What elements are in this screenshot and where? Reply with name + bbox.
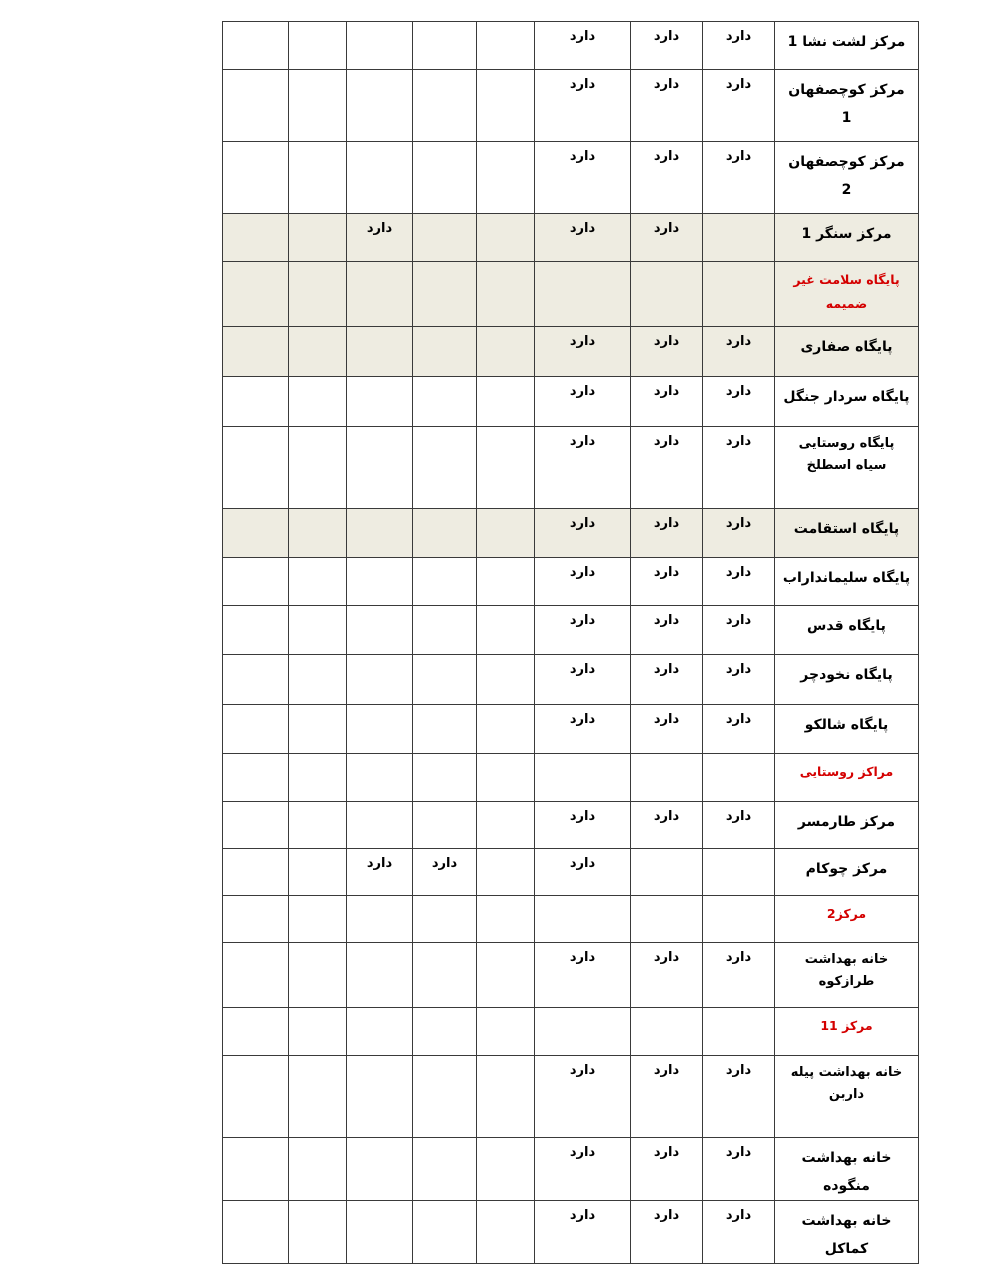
value-cell [289, 849, 347, 896]
value-cell [413, 262, 477, 327]
value-cell [289, 509, 347, 558]
value-cell [477, 70, 535, 142]
value-cell [703, 214, 775, 262]
facility-name: خانه بهداشت کماکل [775, 1201, 919, 1264]
value-cell [289, 142, 347, 214]
value-cell: دارد [703, 509, 775, 558]
value-cell: دارد [347, 214, 413, 262]
value-cell [413, 1138, 477, 1201]
value-cell [289, 896, 347, 943]
value-cell [223, 606, 289, 655]
value-cell: دارد [631, 70, 703, 142]
value-cell: دارد [535, 1056, 631, 1138]
value-cell [223, 1056, 289, 1138]
value-cell [631, 262, 703, 327]
value-cell [535, 896, 631, 943]
value-cell [347, 327, 413, 377]
value-cell: دارد [631, 1056, 703, 1138]
value-cell [477, 558, 535, 606]
value-cell [413, 943, 477, 1008]
value-cell: دارد [631, 802, 703, 849]
value-cell: دارد [703, 802, 775, 849]
value-cell: دارد [535, 1138, 631, 1201]
value-cell [413, 327, 477, 377]
value-cell [477, 754, 535, 802]
value-cell: دارد [703, 655, 775, 705]
value-cell: دارد [535, 427, 631, 509]
value-cell: دارد [631, 22, 703, 70]
table-row [223, 943, 919, 1008]
table-row [223, 1056, 919, 1138]
value-cell [223, 558, 289, 606]
value-cell: دارد [631, 1138, 703, 1201]
value-cell [347, 22, 413, 70]
facility-name: پایگاه نخودچر [775, 655, 919, 705]
table-row [223, 849, 919, 896]
value-cell [347, 896, 413, 943]
value-cell [223, 509, 289, 558]
value-cell: دارد [535, 142, 631, 214]
value-cell [477, 655, 535, 705]
table-row [223, 214, 919, 262]
value-cell [477, 1056, 535, 1138]
value-cell [413, 802, 477, 849]
value-cell: دارد [631, 705, 703, 754]
value-cell [477, 509, 535, 558]
value-cell: دارد [631, 1201, 703, 1264]
value-cell [477, 606, 535, 655]
value-cell [413, 70, 477, 142]
value-cell: دارد [535, 327, 631, 377]
table-row [223, 262, 919, 327]
section-label: پایگاه سلامت غیر ضمیمه [775, 262, 919, 327]
value-cell [477, 427, 535, 509]
value-cell [347, 1138, 413, 1201]
value-cell [289, 262, 347, 327]
table-row [223, 606, 919, 655]
value-cell [413, 754, 477, 802]
value-cell [223, 943, 289, 1008]
facility-name: خانه بهداشت منگوده [775, 1138, 919, 1201]
table-row [223, 1008, 919, 1056]
value-cell [477, 802, 535, 849]
value-cell: دارد [535, 509, 631, 558]
value-cell: دارد [535, 214, 631, 262]
value-cell [223, 214, 289, 262]
value-cell: دارد [535, 849, 631, 896]
value-cell: دارد [703, 327, 775, 377]
facility-name: پایگاه قدس [775, 606, 919, 655]
value-cell: دارد [703, 1056, 775, 1138]
value-cell: دارد [703, 558, 775, 606]
value-cell [289, 655, 347, 705]
value-cell [347, 262, 413, 327]
value-cell [223, 1201, 289, 1264]
value-cell [223, 262, 289, 327]
value-cell: دارد [703, 705, 775, 754]
facility-name: پایگاه صفاری [775, 327, 919, 377]
value-cell [347, 754, 413, 802]
value-cell [413, 1008, 477, 1056]
value-cell [223, 70, 289, 142]
value-cell [631, 754, 703, 802]
value-cell [223, 802, 289, 849]
value-cell: دارد [703, 22, 775, 70]
value-cell [703, 754, 775, 802]
value-cell: دارد [631, 214, 703, 262]
facility-name: مرکز کوچصفهان 2 [775, 142, 919, 214]
value-cell: دارد [535, 22, 631, 70]
table-row [223, 22, 919, 70]
value-cell [289, 943, 347, 1008]
facility-name: پایگاه استقامت [775, 509, 919, 558]
section-label: مرکز 11 [775, 1008, 919, 1056]
facility-name: پایگاه شالکو [775, 705, 919, 754]
value-cell [413, 606, 477, 655]
value-cell: دارد [347, 849, 413, 896]
value-cell [347, 142, 413, 214]
value-cell: دارد [631, 655, 703, 705]
table-row [223, 802, 919, 849]
value-cell [289, 802, 347, 849]
value-cell: دارد [631, 142, 703, 214]
table-row [223, 655, 919, 705]
value-cell [413, 142, 477, 214]
value-cell: دارد [535, 802, 631, 849]
value-cell [413, 22, 477, 70]
value-cell [347, 1008, 413, 1056]
value-cell [347, 558, 413, 606]
value-cell: دارد [631, 327, 703, 377]
value-cell [703, 849, 775, 896]
value-cell [223, 142, 289, 214]
value-cell [289, 1008, 347, 1056]
value-cell [223, 377, 289, 427]
value-cell [289, 754, 347, 802]
value-cell: دارد [631, 427, 703, 509]
value-cell [347, 606, 413, 655]
value-cell: دارد [703, 606, 775, 655]
value-cell [347, 1056, 413, 1138]
value-cell [631, 849, 703, 896]
value-cell [535, 1008, 631, 1056]
value-cell [347, 943, 413, 1008]
value-cell: دارد [631, 509, 703, 558]
value-cell [223, 754, 289, 802]
table-row [223, 427, 919, 509]
value-cell: دارد [703, 427, 775, 509]
value-cell [223, 427, 289, 509]
facility-table [222, 21, 919, 1264]
value-cell [477, 1008, 535, 1056]
value-cell [413, 1056, 477, 1138]
value-cell [289, 606, 347, 655]
value-cell [347, 70, 413, 142]
value-cell [289, 377, 347, 427]
value-cell: دارد [535, 705, 631, 754]
value-cell [347, 705, 413, 754]
value-cell: دارد [535, 655, 631, 705]
value-cell [631, 896, 703, 943]
value-cell [223, 1138, 289, 1201]
table-row [223, 896, 919, 943]
value-cell [413, 558, 477, 606]
value-cell: دارد [703, 377, 775, 427]
table-row [223, 509, 919, 558]
value-cell [477, 214, 535, 262]
value-cell [347, 427, 413, 509]
value-cell [703, 1008, 775, 1056]
value-cell [413, 427, 477, 509]
value-cell [289, 22, 347, 70]
value-cell: دارد [703, 142, 775, 214]
facility-name: مرکز طارمسر [775, 802, 919, 849]
value-cell: دارد [535, 377, 631, 427]
table-row [223, 1138, 919, 1201]
table-row [223, 70, 919, 142]
value-cell: دارد [703, 943, 775, 1008]
value-cell: دارد [413, 849, 477, 896]
value-cell [477, 1138, 535, 1201]
value-cell [703, 896, 775, 943]
value-cell [223, 896, 289, 943]
facility-name: خانه بهداشت پیله داربن [775, 1056, 919, 1138]
value-cell [477, 22, 535, 70]
value-cell [223, 22, 289, 70]
value-cell [535, 754, 631, 802]
value-cell [413, 509, 477, 558]
value-cell [223, 1008, 289, 1056]
value-cell [289, 558, 347, 606]
value-cell [413, 655, 477, 705]
facility-name: پایگاه سردار جنگل [775, 377, 919, 427]
table-row [223, 558, 919, 606]
value-cell [477, 1201, 535, 1264]
value-cell [223, 655, 289, 705]
value-cell: دارد [535, 943, 631, 1008]
value-cell: دارد [703, 70, 775, 142]
value-cell [223, 327, 289, 377]
value-cell [477, 896, 535, 943]
value-cell: دارد [631, 943, 703, 1008]
table-row [223, 1201, 919, 1264]
value-cell: دارد [703, 1138, 775, 1201]
facility-name: خانه بهداشت طرازکوه [775, 943, 919, 1008]
value-cell: دارد [703, 1201, 775, 1264]
facility-name: مرکز چوکام [775, 849, 919, 896]
table-row [223, 754, 919, 802]
value-cell [477, 849, 535, 896]
value-cell [703, 262, 775, 327]
value-cell [289, 1138, 347, 1201]
value-cell [477, 377, 535, 427]
value-cell [347, 655, 413, 705]
value-cell: دارد [535, 606, 631, 655]
value-cell [347, 802, 413, 849]
value-cell [413, 1201, 477, 1264]
value-cell [289, 427, 347, 509]
value-cell [413, 705, 477, 754]
facility-name: پایگاه سلیمانداراب [775, 558, 919, 606]
value-cell [477, 943, 535, 1008]
value-cell [477, 262, 535, 327]
value-cell [535, 262, 631, 327]
value-cell: دارد [631, 606, 703, 655]
section-label: مراکز روستایی [775, 754, 919, 802]
value-cell [289, 705, 347, 754]
table-row [223, 377, 919, 427]
value-cell [289, 70, 347, 142]
value-cell [223, 705, 289, 754]
value-cell [413, 896, 477, 943]
value-cell [347, 1201, 413, 1264]
value-cell: دارد [631, 377, 703, 427]
facility-name: مرکز لشت نشا 1 [775, 22, 919, 70]
value-cell: دارد [535, 70, 631, 142]
value-cell: دارد [631, 558, 703, 606]
value-cell [413, 214, 477, 262]
value-cell [289, 1056, 347, 1138]
value-cell [631, 1008, 703, 1056]
facility-name: مرکز کوچصفهان 1 [775, 70, 919, 142]
value-cell [477, 705, 535, 754]
value-cell [289, 1201, 347, 1264]
value-cell [347, 509, 413, 558]
value-cell [223, 849, 289, 896]
value-cell [413, 377, 477, 427]
value-cell [347, 377, 413, 427]
value-cell [289, 327, 347, 377]
table-row [223, 705, 919, 754]
facility-name: پایگاه روستایی سیاه اسطلخ [775, 427, 919, 509]
table-row [223, 142, 919, 214]
value-cell [477, 142, 535, 214]
table-row [223, 327, 919, 377]
facility-name: مرکز سنگر 1 [775, 214, 919, 262]
value-cell [289, 214, 347, 262]
section-label: مرکز2 [775, 896, 919, 943]
value-cell: دارد [535, 1201, 631, 1264]
value-cell: دارد [535, 558, 631, 606]
value-cell [477, 327, 535, 377]
facility-table-sheet [222, 21, 918, 1264]
facility-table-body [223, 22, 919, 1264]
